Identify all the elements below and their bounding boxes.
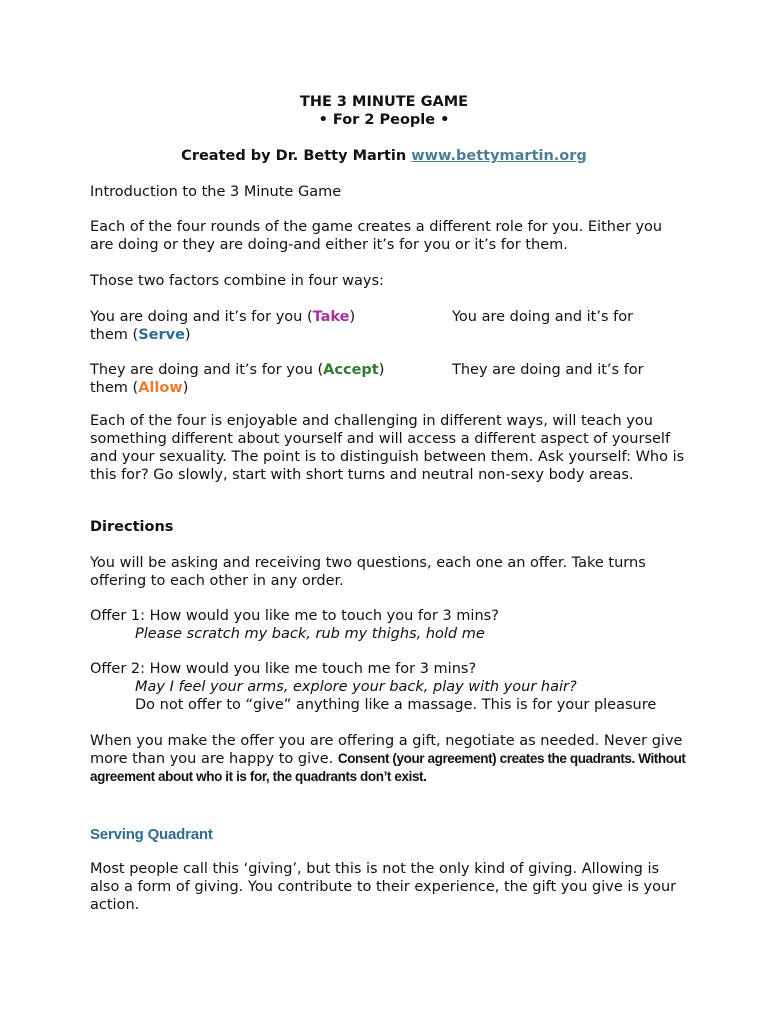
quadrant-allow-label: Allow [138,380,183,396]
paren-close: ) [349,309,356,325]
quadrant-serve-text: You are doing and it’s for [452,309,634,325]
offer-2-example: May I feel your arms, explore your back, play with your hair? [135,679,577,695]
quadrant-row-2-cont [90,379,690,397]
quadrant-take-text: You are doing and it’s for you ( [90,309,313,325]
consent-emphasis: Consent (your agreement) creates the quadrants. Without agreement about who it is for, the quadrants don’t exist. [90,751,686,784]
paren-close: ) [378,362,385,378]
quadrant-allow-prefix: them ( [90,380,139,396]
quadrants-description: Each of the four is enjoyable and challenging in different ways, will teach you something different about yourself and will access a different aspect of yourself and your sexuality. The point is to distinguish between them. Ask yourself: Who is this for? Go slowly, start with short turns and neutral non-sexy body areas. [90,413,685,483]
directions-heading: Directions [90,519,174,535]
quadrant-accept-label: Accept [323,362,379,378]
paren-close: ) [182,380,189,396]
consent-text: When you make the offer you are offering a gift, negotiate as needed. Never give more than you are happy to give. [90,733,683,767]
consent-paragraph [90,732,690,786]
creator-text: Created by Dr. Betty Martin [181,148,407,164]
intro-paragraph: Each of the four rounds of the game creates a different role for you. Either you are doing or they are doing-and either it’s for you or it’s for them. [90,219,663,253]
offer-2: Offer 2: How would you like me touch me for 3 mins? [90,661,477,677]
serving-heading: Serving Quadrant [90,826,213,843]
quadrant-serve-prefix: them ( [90,327,139,343]
paren-close: ) [184,327,191,343]
document-subtitle: • For 2 People • [318,112,450,128]
quadrant-allow-text: They are doing and it’s for [452,362,644,378]
quadrant-take-label: Take [312,309,350,325]
quadrant-serve-label: Serve [138,327,185,343]
website-link[interactable]: www.bettymartin.org [411,148,587,164]
creator-line [0,147,768,165]
offer-1: Offer 1: How would you like me to touch you for 3 mins? [90,608,499,624]
quadrant-accept-text: They are doing and it’s for you ( [90,362,324,378]
quadrant-row-1-cont [90,326,690,344]
serving-paragraph: Most people call this ‘giving’, but this is not the only kind of giving. Allowing is also a form of giving. You contribute to their experience, the gift you give is your action. [90,861,677,913]
directions-paragraph: You will be asking and receiving two questions, each one an offer. Take turns offering to each other in any order. [90,555,646,589]
document-title: THE 3 MINUTE GAME [299,94,469,110]
offer-1-example: Please scratch my back, rub my thighs, hold me [135,626,485,642]
offer-2-note: Do not offer to “give” anything like a massage. This is for your pleasure [135,697,657,713]
combine-text: Those two factors combine in four ways: [90,273,384,289]
intro-heading: Introduction to the 3 Minute Game [90,184,342,200]
